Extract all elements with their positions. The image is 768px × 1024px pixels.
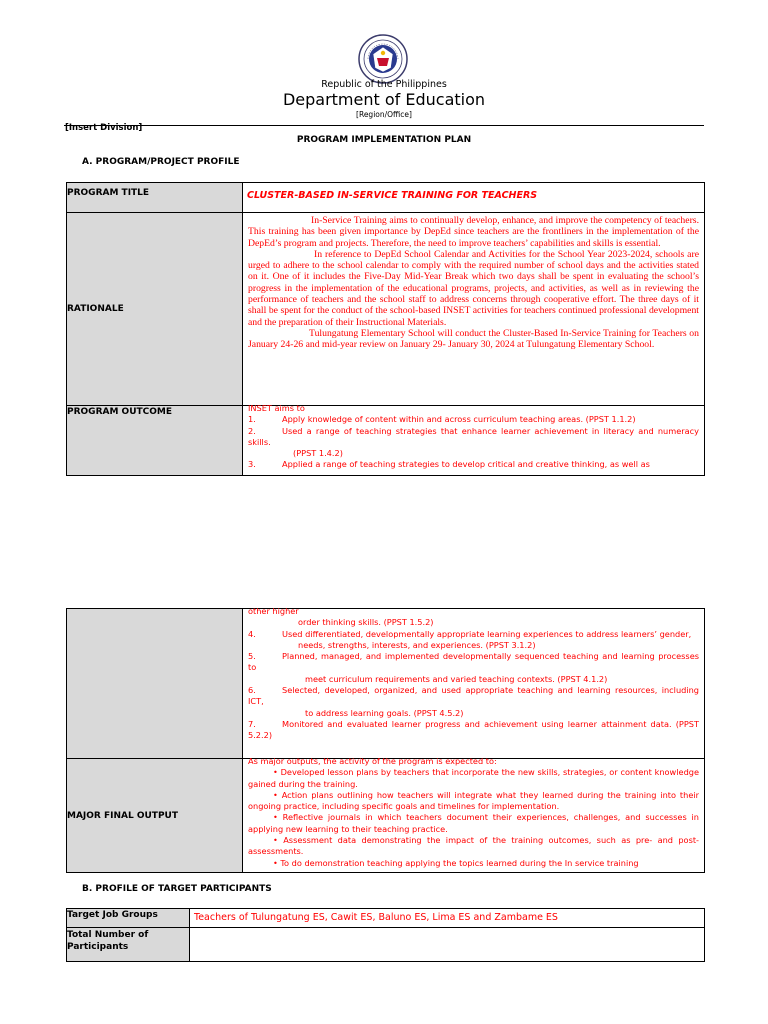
total-participants-row xyxy=(67,928,705,962)
major-final-output-cell xyxy=(243,756,705,873)
target-participants-table xyxy=(66,908,705,962)
outcome-item-continuation: to address learning goals. (PPST 4.5.2) xyxy=(305,707,464,718)
outcome-continuation: other higher xyxy=(248,606,299,616)
program-title-value: CLUSTER-BASED IN-SERVICE TRAINING FOR TEACHERS xyxy=(247,190,538,201)
mfo-bullet: • Assessment data demonstrating the impact of the training outcomes, such as pre- and post-assessments. xyxy=(248,835,699,857)
rationale-row xyxy=(67,213,705,406)
program-outcome-continued-cell xyxy=(243,606,705,759)
program-profile-table xyxy=(66,182,705,476)
rationale-cell xyxy=(243,213,705,406)
job-groups-label: Target Job Groups xyxy=(67,909,190,928)
department-name: Department of Education xyxy=(282,90,486,109)
total-participants-value xyxy=(190,928,705,962)
program-outcome-label: PROGRAM OUTCOME xyxy=(67,406,243,476)
mfo-bullet: • Developed lesson plans by teachers that incorporate the new skills, strategies, or content knowledge gained during the training. xyxy=(248,767,699,789)
section-a-heading: A. PROGRAM/PROJECT PROFILE xyxy=(82,157,240,167)
program-outcome-continued-row xyxy=(67,609,705,759)
program-title-row xyxy=(67,183,705,213)
outcome-intro: INSET aims to xyxy=(248,403,305,413)
mfo-intro: As major outputs, the activity of the program is expected to: xyxy=(248,756,497,766)
outcome-item: 3. Applied a range of teaching strategies to develop critical and creative thinking, as well as xyxy=(248,459,650,470)
rationale-paragraph: Tulungatung Elementary School will conduct the Cluster-Based In-Service Training for Teachers on January 24-26 and mid-year review on January 29- January 30, 2024 at Tulungatung Elementary School. xyxy=(248,327,699,351)
major-final-output-row xyxy=(67,759,705,873)
outcome-code: (PPST 1.4.2) xyxy=(293,448,343,459)
division-label: [Insert Division] xyxy=(65,123,143,133)
outcome-label-blank xyxy=(67,609,243,759)
outcome-item: 2. Used a range of teaching strategies that enhance learner achievement in literacy and numeracy skills. xyxy=(248,425,699,447)
section-b-heading: B. PROFILE OF TARGET PARTICIPANTS xyxy=(82,884,272,894)
job-groups-value: Teachers of Tulungatung ES, Cawit ES, Baluno ES, Lima ES and Zambame ES xyxy=(190,909,705,928)
outcome-item: 7. Monitored and evaluated learner progress and achievement using learner attainment data. (PPST 5.2.2) xyxy=(248,718,699,741)
job-groups-row xyxy=(67,909,705,928)
document-title: PROGRAM IMPLEMENTATION PLAN xyxy=(296,135,472,145)
outcome-item: 4. Used differentiated, developmentally appropriate learning experiences to address learners’ gender, xyxy=(248,628,692,639)
program-outcome-row xyxy=(67,406,705,476)
mfo-bullet: • Action plans outlining how teachers will integrate what they learned during the training into their ongoing practice, including specific goals and timelines for implementation. xyxy=(248,789,699,812)
republic-label: Republic of the Philippines xyxy=(321,79,447,90)
program-outcome-cell xyxy=(243,403,705,476)
header-divider xyxy=(64,125,704,126)
mfo-bullet: • To do demonstration teaching applying the topics learned during the In service training xyxy=(273,857,639,868)
total-participants-label: Total Number of Participants xyxy=(67,928,190,962)
outcome-item: 5. Planned, managed, and implemented developmentally sequenced teaching and learning processes to xyxy=(248,651,699,673)
rationale-paragraph: In-Service Training aims to continually develop, enhance, and improve the competency of teachers. This training has been given importance by DepEd since teachers are the frontliners in the implementation of the DepEd’s program and projects. Therefore, the need to improve teachers’ capabilities and skills is essential. xyxy=(248,215,699,249)
outcome-item: 6. Selected, developed, organized, and used appropriate teaching and learning resources, including ICT, xyxy=(248,685,699,707)
outcome-item-continuation: meet curriculum requirements and varied teaching contexts. (PPST 4.1.2) xyxy=(305,673,608,684)
rationale-paragraph: In reference to DepEd School Calendar and Activities for the School Year 2023-2024, schools are urged to adhere to the school calendar to comply with the required number of school days and the activities stated on it. One of it includes the Five-Day Mid-Year Break which two days shall be spent in evaluating the school’s progress in the implementation of the educational programs, projects, and activities, as well as in reviewing the performance of teachers and the school staff to address concerns through cooperative effort. The three days of it shall be spent for the conduct of the school-based INSET activities for teachers continued professional development and the preparation of their Instructional Materials. xyxy=(248,248,699,328)
rationale-label: RATIONALE xyxy=(67,213,243,406)
program-title-label: PROGRAM TITLE xyxy=(67,183,243,213)
region-office: [Region/Office] xyxy=(356,110,412,119)
major-final-output-label: MAJOR FINAL OUTPUT xyxy=(67,759,243,873)
outcome-item-continuation: needs, strengths, interests, and experiences. (PPST 3.1.2) xyxy=(298,639,536,650)
outcome-item: 1. Apply knowledge of content within and across curriculum teaching areas. (PPST 1.1.2) xyxy=(248,414,636,425)
deped-seal-icon xyxy=(358,34,408,84)
outcome-continuation: order thinking skills. (PPST 1.5.2) xyxy=(298,617,434,628)
mfo-bullet: • Reflective journals in which teachers document their experiences, challenges, and successes in applying new learning to their teaching practice. xyxy=(248,812,699,834)
program-profile-table-continued xyxy=(66,608,705,873)
